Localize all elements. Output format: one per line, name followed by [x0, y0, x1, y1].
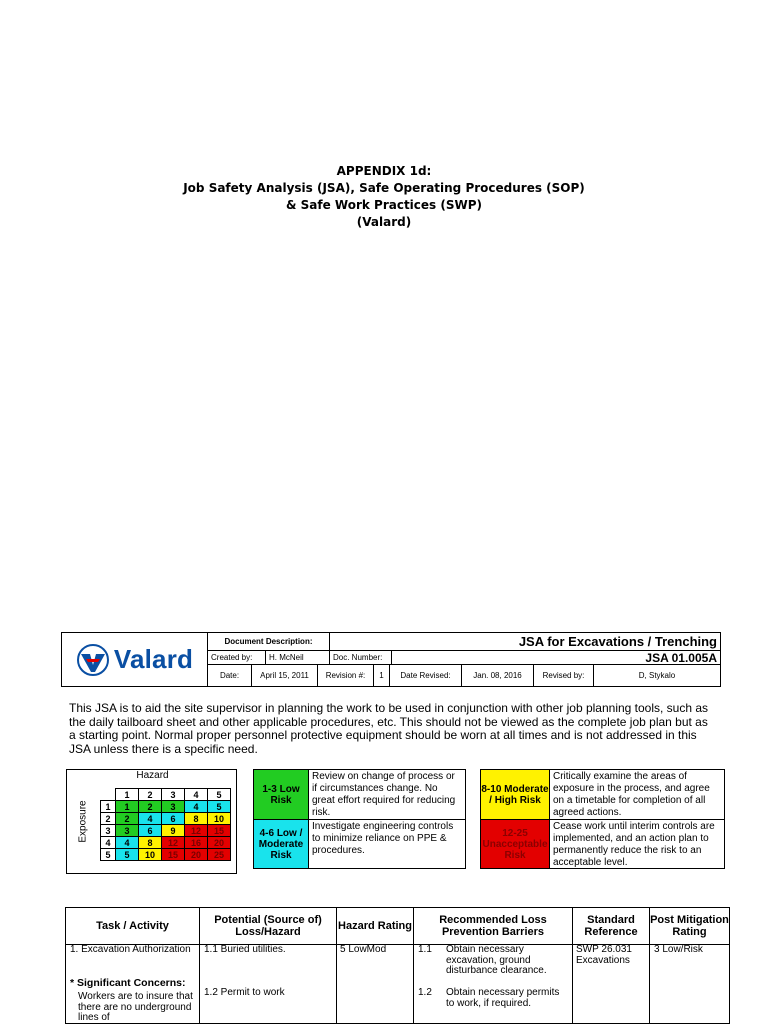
- logo-text: Valard: [113, 644, 194, 674]
- risk-cell: 12: [185, 825, 208, 837]
- exposure-row-header: 3: [101, 825, 116, 837]
- exposure-axis-label: Exposure: [77, 800, 89, 843]
- legend-unacceptable-label: 12-25 Unacceptable Risk: [481, 820, 549, 868]
- title-line-1: APPENDIX 1d:: [336, 164, 432, 178]
- risk-cell: 6: [162, 813, 185, 825]
- risk-cell: 4: [185, 801, 208, 813]
- appendix-title: [0, 163, 768, 231]
- significant-concerns-label: * Significant Concerns:: [70, 977, 186, 989]
- risk-cell: 2: [139, 801, 162, 813]
- barrier-1-text: Obtain necessary excavation, ground disturbance clearance.: [446, 944, 547, 976]
- risk-cell: 10: [139, 849, 162, 861]
- jsa-table: [65, 907, 730, 1024]
- valard-v-icon: [76, 643, 110, 677]
- exposure-row-header: 2: [101, 813, 116, 825]
- revised-by-value: D, Stykalo: [638, 671, 676, 680]
- risk-cell: 20: [185, 849, 208, 861]
- hazard-1: 1.1 Buried utilities.: [204, 944, 286, 955]
- valard-logo: [62, 633, 208, 686]
- standard-reference-value: SWP 26.031 Excavations: [576, 944, 632, 966]
- risk-cell: 8: [185, 813, 208, 825]
- legend-moderate-label: 4-6 Low / Moderate Risk: [254, 820, 308, 868]
- risk-cell: 5: [208, 801, 231, 813]
- legend-low-desc: Review on change of process or if circumstances change. No great effort required for reducing risk.: [308, 770, 465, 820]
- risk-cell: 20: [208, 837, 231, 849]
- hazard-col-header: 3: [162, 789, 185, 801]
- col-task-activity: Task / Activity: [66, 908, 199, 944]
- legend-low-moderate: [253, 769, 466, 869]
- col-hazard-rating: Hazard Rating: [337, 908, 413, 944]
- risk-cell: 15: [162, 849, 185, 861]
- task-excavation-authorization: 1. Excavation Authorization: [70, 944, 191, 955]
- risk-cell: 9: [162, 825, 185, 837]
- col-barriers: Recommended Loss Prevention Barriers: [414, 908, 572, 944]
- doc-number-label: Doc. Number:: [330, 651, 392, 665]
- hazard-col-header: 5: [208, 789, 231, 801]
- col-potential-loss: Potential (Source of) Loss/Hazard: [200, 908, 336, 944]
- risk-matrix: [66, 769, 237, 874]
- hazard-col-header: 2: [139, 789, 162, 801]
- risk-cell: 25: [208, 849, 231, 861]
- title-line-4: (Valard): [356, 215, 412, 229]
- risk-cell: 8: [139, 837, 162, 849]
- significant-concerns-text: Workers are to insure that there are no underground lines of: [78, 991, 193, 1023]
- risk-cell: 6: [139, 825, 162, 837]
- title-line-2: Job Safety Analysis (JSA), Safe Operating Procedures (SOP): [183, 181, 585, 195]
- hazard-col-header: 1: [116, 789, 139, 801]
- barrier-2-number: 1.2: [418, 987, 432, 998]
- risk-cell: 10: [208, 813, 231, 825]
- post-mitigation-value: 3 Low/Risk: [654, 944, 703, 955]
- barrier-2-text: Obtain necessary permits to work, if required.: [446, 987, 560, 1009]
- exposure-row-header: 1: [101, 801, 116, 813]
- document-header-table: [61, 632, 721, 687]
- risk-cell: 3: [162, 801, 185, 813]
- risk-cell: 2: [116, 813, 139, 825]
- risk-cell: 12: [162, 837, 185, 849]
- legend-unacceptable-desc: Cease work until interim controls are implemented, and an action plan to permanently reduce the risk to an acceptable level.: [549, 820, 724, 868]
- risk-cell: 16: [185, 837, 208, 849]
- title-line-3: & Safe Work Practices (SWP): [285, 198, 483, 212]
- risk-cell: 1: [116, 801, 139, 813]
- risk-cell: 5: [116, 849, 139, 861]
- date-revised-label: Date Revised:: [390, 665, 462, 686]
- date-value: April 15, 2011: [252, 665, 318, 686]
- hazard-2: 1.2 Permit to work: [204, 987, 285, 998]
- hazard-col-header: 4: [185, 789, 208, 801]
- doc-desc-label: Document Description:: [208, 633, 330, 651]
- col-post-mitigation: Post Mitigation Rating: [650, 908, 729, 944]
- legend-high-label: 8-10 Moderate / High Risk: [481, 770, 549, 820]
- col-standard-reference: Standard Reference: [573, 908, 649, 944]
- risk-cell: 4: [116, 837, 139, 849]
- legend-moderate-desc: Investigate engineering controls to minimize reliance on PPE & procedures.: [308, 820, 465, 868]
- grid-corner: [101, 789, 116, 801]
- hazard-rating-value: 5 LowMod: [340, 944, 387, 955]
- revision-value: 1: [374, 665, 390, 686]
- intro-paragraph: This JSA is to aid the site supervisor in planning the work to be used in conjunction with other job planning tools, such as the daily tailboard sheet and other applicable procedures, etc. This should not be viewed as the complete job plan but as a starting point. Normal proper personnel protective equipment should be worn at all times and is not addressed in this JSA unless there is a specific need.: [69, 701, 709, 756]
- risk-grid: [100, 788, 231, 861]
- legend-high-desc: Critically examine the areas of exposure in the process, and agree on a timetable for completion of all agreed actions.: [549, 770, 724, 820]
- legend-low-label: 1-3 Low Risk: [254, 770, 308, 820]
- hazard-axis-label: Hazard: [136, 770, 169, 781]
- revised-by-label: Revised by:: [534, 665, 594, 686]
- exposure-row-header: 4: [101, 837, 116, 849]
- created-by-label: Created by:: [208, 651, 266, 665]
- barrier-1-number: 1.1: [418, 944, 432, 955]
- revision-label: Revision #:: [318, 665, 374, 686]
- exposure-row-header: 5: [101, 849, 116, 861]
- doc-desc-value: JSA for Excavations / Trenching: [330, 633, 720, 651]
- risk-cell: 3: [116, 825, 139, 837]
- legend-high-unacceptable: [480, 769, 725, 869]
- doc-number-value: JSA 01.005A: [392, 651, 720, 665]
- risk-cell: 15: [208, 825, 231, 837]
- created-by-value: H. McNeil: [266, 651, 330, 665]
- risk-cell: 4: [139, 813, 162, 825]
- date-revised-value: Jan. 08, 2016: [462, 665, 534, 686]
- date-label: Date:: [208, 665, 252, 686]
